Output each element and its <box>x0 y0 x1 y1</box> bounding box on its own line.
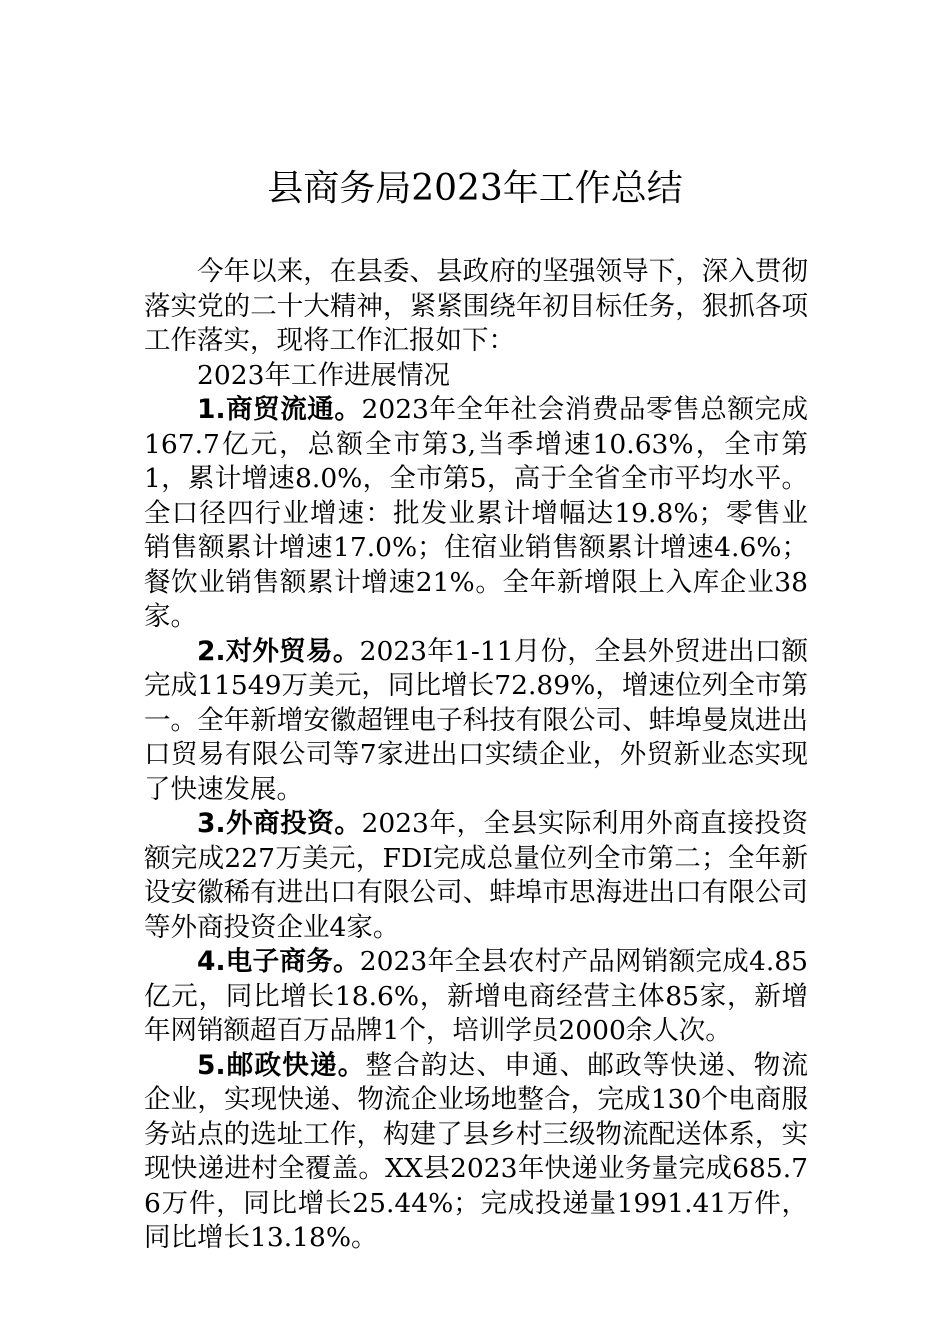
item-heading: 3.外商投资。 <box>197 808 362 839</box>
intro-paragraph: 今年以来，在县委、县政府的坚强领导下，深入贯彻落实党的二十大精神，紧紧围绕年初目标任务，狠抓各项工作落实，现将工作汇报如下： <box>144 256 808 356</box>
item-paragraph-trade-circulation <box>144 393 808 635</box>
item-heading: 5.邮政快递。 <box>197 1049 366 1081</box>
item-paragraph-foreign-investment <box>144 807 808 945</box>
item-text: 整合韵达、申通、邮政等快递、物流企业，实现快递、物流企业场地整合，完成130个电商服务站点的选址工作，构建了县乡村三级物流配送体系，实现快递进村全覆盖。XX县2023年快递业务量完成685.76万件，同比增长25.44%；完成投递量1991.41万件，同比增长13.18%。 <box>144 1049 808 1253</box>
item-paragraph-e-commerce <box>144 945 808 1049</box>
item-heading: 1.商贸流通。 <box>197 394 362 425</box>
item-text: 2023年，全县实际利用外商直接投资额完成227万美元，FDI完成总量位列全市第二；全年新设安徽稀有进出口有限公司、蚌埠市思海进出口有限公司等外商投资企业4家。 <box>144 808 808 943</box>
item-paragraph-foreign-trade <box>144 635 808 808</box>
item-paragraph-postal-express <box>144 1049 808 1256</box>
section-heading: 2023年工作进展情况 <box>197 359 450 391</box>
item-text: 2023年全年社会消费品零售总额完成167.7亿元，总额全市第3,当季增速10.63%，全市第1，累计增速8.0%，全市第5，高于全省全市平均水平。全口径四行业增速：批发业累计增幅达19.8%；零售业销售额累计增速17.0%；住宿业销售额累计增速4.6%；餐饮业销售额累计增速21%。全年新增限上入库企业38家。 <box>144 394 808 632</box>
item-text: 2023年1-11月份，全县外贸进出口额完成11549万美元，同比增长72.89%，增速位列全市第一。全年新增安徽超锂电子科技有限公司、蚌埠曼岚进出口贸易有限公司等7家进出口实绩企业，外贸新业态实现了快速发展。 <box>144 635 808 805</box>
item-heading: 2.对外贸易。 <box>197 635 360 667</box>
item-text: 2023年全县农村产品网销额完成4.85亿元，同比增长18.6%，新增电商经营主体85家，新增年网销额超百万品牌1个，培训学员2000余人次。 <box>144 946 808 1046</box>
document-title: 县商务局2023年工作总结 <box>267 168 683 209</box>
document-body <box>144 255 808 1256</box>
item-heading: 4.电子商务。 <box>197 946 360 977</box>
